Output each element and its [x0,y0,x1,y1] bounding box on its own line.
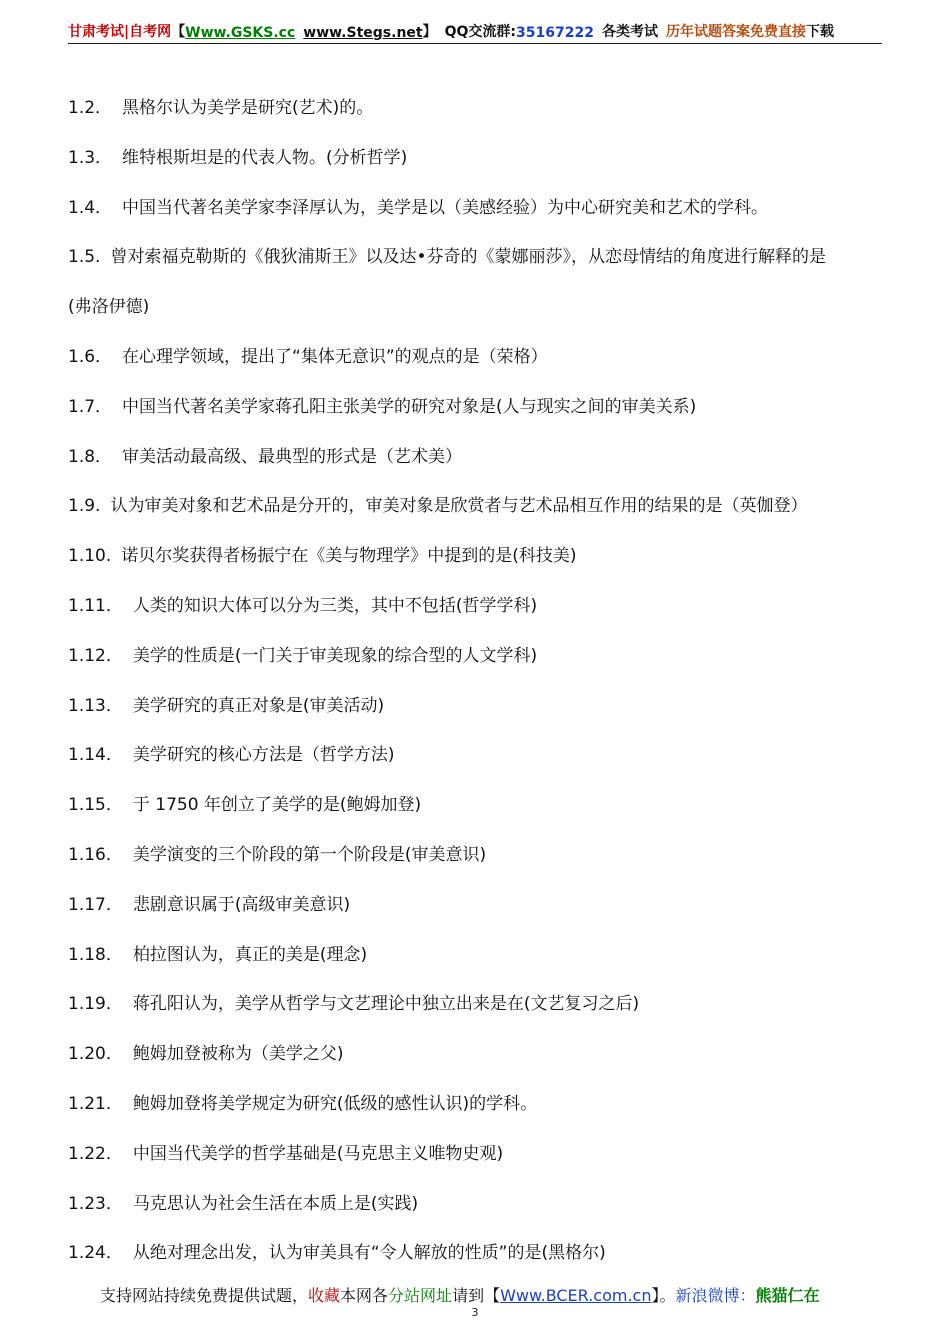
item-text: 中国当代美学的哲学基础是(马克思主义唯物史观) [132,1143,504,1164]
item-text: 黑格尔认为美学是研究(艺术)的。 [122,98,374,118]
item-text: 马克思认为社会生活在本质上是(实践) [132,1193,419,1214]
footer-text-goto: 请到【 [452,1286,501,1305]
header-bracket-open: 【 [171,24,186,40]
header-site-name: 甘肃考试|自考网 [68,24,172,40]
list-item [68,831,898,881]
item-text: 美学研究的核心方法是（哲学方法) [132,745,395,766]
item-number: 1.12． [68,645,123,666]
list-item [68,682,898,732]
list-item [68,333,898,383]
list-item [68,980,898,1030]
list-item [68,184,898,234]
footer-bookmark-link[interactable]: 收藏 [308,1286,341,1305]
item-number: 1.13． [68,695,123,716]
item-text: 美学的性质是(一门关于审美现象的综合型的人文学科) [132,645,538,666]
item-number: 1.23． [68,1193,123,1214]
header-exam-types: 各类考试 [601,24,658,40]
list-item [68,731,898,781]
header-free-answers: 历年试题答案免费直接 [665,24,806,40]
item-text: (弗洛伊德) [68,297,150,318]
item-number: 1.9. [68,496,101,517]
header-bracket-close: 】 [422,24,437,40]
list-item [68,781,898,831]
footer-support-text: 支持网站持续免费提供试题， [100,1286,309,1305]
item-number: 1.3． [68,147,113,168]
item-text: 诺贝尔奖获得者杨振宁在《美与物理学》中提到的是(科技美) [121,546,577,567]
page-footer [100,1283,880,1306]
item-number: 1.6． [68,346,113,367]
footer-weibo-name[interactable]: 熊猫仁在 [755,1286,820,1305]
item-text: 人类的知识大体可以分为三类，其中不包括(哲学学科) [132,595,538,616]
item-number: 1.18． [68,944,123,965]
item-number: 1.16． [68,844,123,865]
list-item [68,1180,898,1230]
footer-branch-link[interactable]: 分站网址 [388,1286,453,1305]
list-item [68,134,898,184]
page-header [68,18,882,44]
item-number: 1.17． [68,894,123,915]
list-item [68,233,898,283]
header-link-stegs[interactable]: www.Stegs.net [303,25,423,41]
item-number: 1.5. [68,247,101,268]
item-text: 中国当代著名美学家蒋孔阳主张美学的研究对象是(人与现实之间的审美关系) [122,396,697,417]
item-number: 1.22． [68,1143,123,1164]
list-item [68,582,898,632]
footer-bcer-link[interactable]: Www.BCER.com.cn [500,1286,652,1305]
item-text: 中国当代著名美学家李泽厚认为，美学是以（美感经验）为中心研究美和艺术的学科。 [122,197,769,218]
item-text: 美学演变的三个阶段的第一个阶段是(审美意识) [132,844,487,865]
item-number: 1.21． [68,1093,123,1114]
item-number: 1.20． [68,1044,123,1065]
item-text: 认为审美对象和艺术品是分开的，审美对象是欣赏者与艺术品相互作用的结果的是（英伽登） [110,496,808,517]
list-item [68,1030,898,1080]
list-item [68,632,898,682]
item-text: 柏拉图认为，真正的美是(理念) [132,944,368,965]
item-text: 蒋孔阳认为，美学从哲学与文艺理论中独立出来是在(文艺复习之后) [132,994,640,1015]
item-text: 在心理学领域，提出了“集体无意识”的观点的是（荣格） [122,346,548,367]
item-number: 1.11． [68,595,123,616]
list-item [68,532,898,582]
list-item [68,84,898,134]
item-number: 1.19． [68,994,123,1015]
item-text: 维特根斯坦是的代表人物。(分析哲学) [122,147,408,168]
question-list [68,84,898,1279]
list-item [68,383,898,433]
item-number: 1.14． [68,745,123,766]
list-item [68,1229,898,1279]
item-text: 曾对索福克勒斯的《俄狄浦斯王》以及达•芬奇的《蒙娜丽莎》，从恋母情结的角度进行解释的是 [110,247,826,268]
item-number: 1.15． [68,795,123,816]
item-text: 美学研究的真正对象是(审美活动) [132,695,385,716]
item-text: 鲍姆加登被称为（美学之父) [132,1044,344,1065]
header-download: 下载 [805,24,834,40]
header-link-gsks[interactable]: Www.GSKS.cc [185,25,296,41]
header-qq-number: 35167222 [516,25,594,41]
header-qq-label: QQ交流群: [444,24,517,40]
item-number: 1.24． [68,1243,123,1264]
list-item [68,482,898,532]
list-item [68,931,898,981]
page-number: 3 [471,1306,479,1319]
item-number: 1.2． [68,98,113,118]
list-item [68,881,898,931]
list-item-continuation [68,283,898,333]
item-number: 1.7． [68,396,113,417]
footer-text-close: 】。 [651,1286,676,1305]
list-item [68,1130,898,1180]
item-number: 1.8． [68,446,113,467]
footer-weibo-label: 新浪微博： [675,1286,756,1305]
item-text: 从绝对理念出发，认为审美具有“令人解放的性质”的是(黑格尔) [132,1243,606,1264]
item-text: 悲剧意识属于(高级审美意识) [132,894,351,915]
item-text: 于 1750 年创立了美学的是(鲍姆加登) [132,795,422,816]
item-number: 1.10. [68,546,112,567]
footer-text-site: 本网各 [340,1286,389,1305]
list-item [68,1080,898,1130]
list-item [68,433,898,483]
item-text: 鲍姆加登将美学规定为研究(低级的感性认识)的学科。 [132,1093,538,1114]
item-number: 1.4． [68,197,113,218]
item-text: 审美活动最高级、最典型的形式是（艺术美） [122,446,463,467]
